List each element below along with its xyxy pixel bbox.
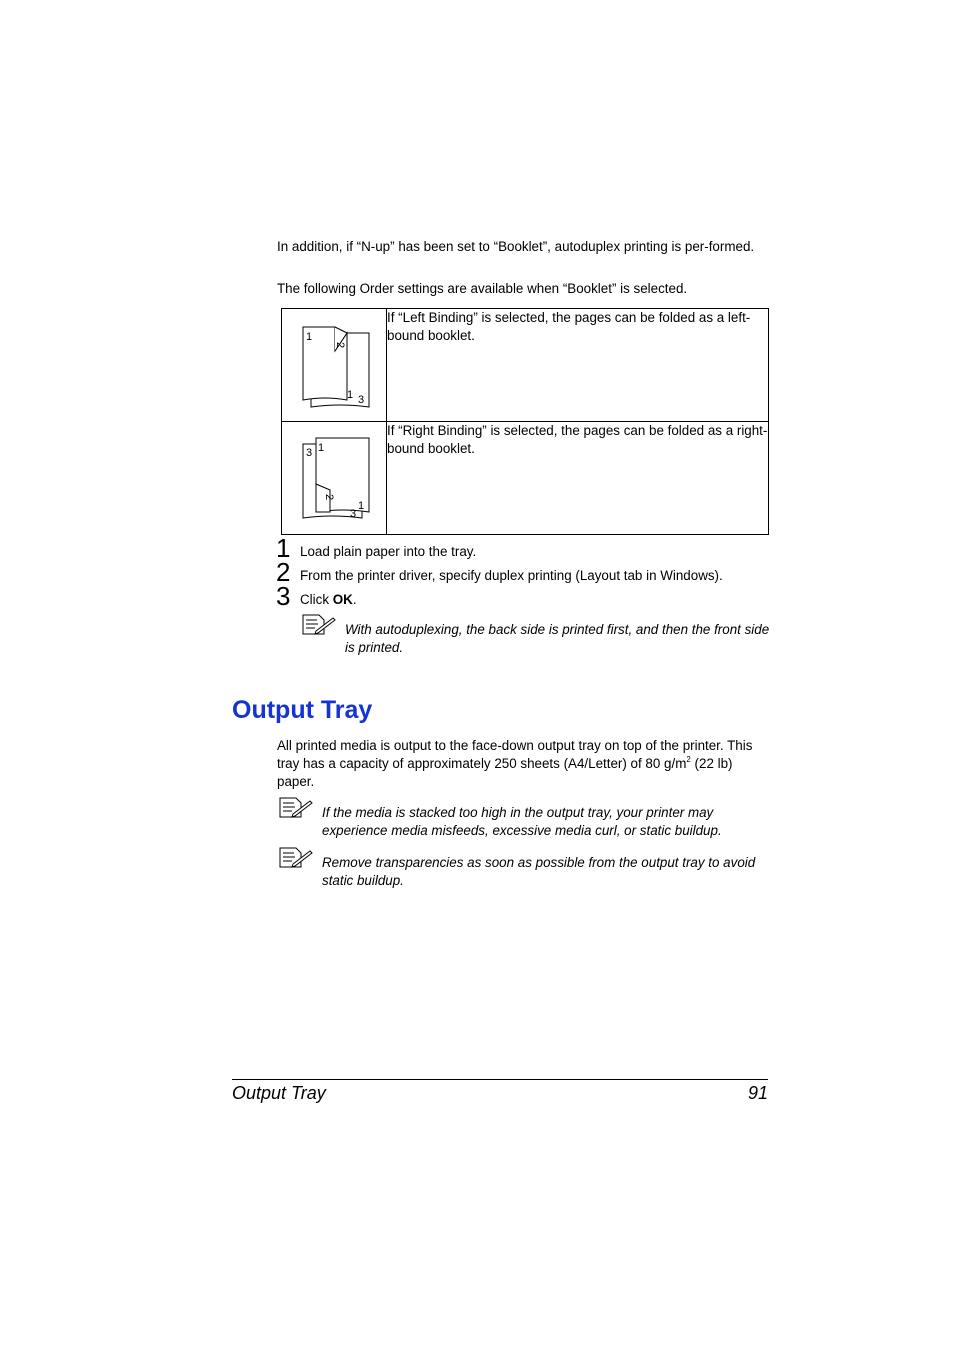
figure-label: 3 — [350, 508, 357, 520]
output-tray-description: All printed media is output to the face-down output tray on top of the printer. This tray has a capacity of approximately 250 sheets (A4/Letter) of 80 $g/m^2$ (22 lb) paper. — [277, 738, 753, 789]
figure-label: 2 — [334, 342, 346, 349]
intro-paragraph-nup: In addition, if “N-up” has been set to “Booklet”, autoduplex printing is per-formed. — [277, 239, 755, 254]
ok-label: OK — [332, 592, 353, 607]
step-number: 1 — [276, 533, 291, 563]
figure-label: 1 — [358, 500, 365, 512]
booklet-order-table — [281, 308, 769, 535]
table-row — [282, 422, 769, 535]
figure-label: 1 — [347, 389, 354, 401]
figure-label: 3 — [306, 447, 313, 459]
left-binding-description: If “Left Binding” is selected, the pages can be folded as a left-bound booklet. — [387, 309, 769, 422]
step-text: Load plain paper into the tray. — [300, 544, 477, 559]
left-binding-figure-cell — [282, 309, 387, 422]
footer-section-title: Output Tray — [232, 1083, 326, 1103]
right-binding-figure-cell — [282, 422, 387, 535]
intro-paragraph-order: The following Order settings are available when “Booklet” is selected. — [277, 281, 688, 296]
right-binding-booklet-figure — [282, 422, 386, 534]
step-number: 2 — [276, 557, 291, 587]
figure-label: 1 — [306, 331, 313, 343]
note-transparencies: Remove transparencies as soon as possible from the output tray to avoid static buildup. — [322, 855, 756, 888]
section-title: Output Tray — [232, 696, 373, 724]
note-pencil-icon — [302, 614, 336, 636]
table-row — [282, 309, 769, 422]
right-binding-description: If “Right Binding” is selected, the pages can be folded as a right-bound booklet. — [387, 422, 769, 535]
note-pencil-icon — [279, 797, 313, 819]
note-stacked-media: If the media is stacked too high in the output tray, your printer may experience media misfeeds, excessive media curl, or static buildup. — [322, 805, 722, 838]
figure-label: 3 — [358, 394, 365, 406]
footer-divider — [232, 1079, 768, 1080]
figure-label: 2 — [323, 494, 335, 501]
step-number: 3 — [276, 581, 291, 611]
step-text: Click OK. — [300, 592, 357, 607]
figure-label: 1 — [318, 442, 325, 454]
step-text: From the printer driver, specify duplex printing (Layout tab in Windows). — [300, 568, 723, 583]
footer-page-number: 91 — [747, 1083, 768, 1103]
note-pencil-icon — [279, 847, 313, 869]
note-autoduplex: With autoduplexing, the back side is printed first, and then the front side is printed. — [345, 622, 770, 655]
left-binding-booklet-figure — [282, 309, 386, 421]
